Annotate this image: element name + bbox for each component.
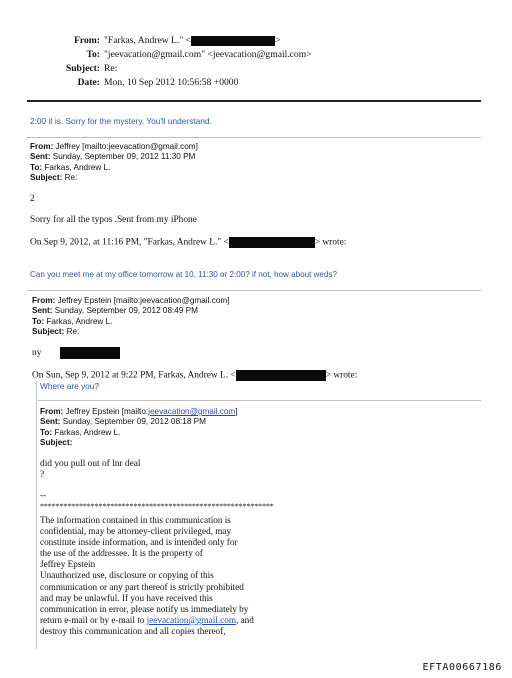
msg2-from-label: From: <box>32 296 56 305</box>
disclaimer-line: destroy this communication and all copies thereof, <box>40 625 226 636</box>
msg2-subject-label: Subject: <box>32 327 65 337</box>
to-label: To: <box>86 49 100 60</box>
quote-bar <box>36 381 37 649</box>
msg2-reply-text: Where are you? <box>40 381 100 391</box>
quote-divider-1 <box>27 137 481 138</box>
disclaimer-line: communication in error, please notify us immediately by <box>40 603 249 614</box>
msg1-quote-prefix: On Sep 9, 2012, at 11:16 PM, "Farkas, Andrew L." < <box>30 237 229 248</box>
msg2-quote-suffix: > wrote: <box>325 370 358 381</box>
msg2-body-line <box>32 347 120 359</box>
msg1-body-line-1: 2 <box>30 194 35 204</box>
msg1-from-value: Jeffrey [mailto:jeevacation@gmail.com] <box>53 142 198 151</box>
msg1-to-value: Farkas, Andrew L. <box>42 162 111 172</box>
msg2-quote-line <box>32 370 357 381</box>
msg1-quote-suffix: > wrote: <box>314 237 347 248</box>
email-header <box>0 0 512 100</box>
from-value: "Farkas, Andrew L." < <box>104 35 192 46</box>
redaction-block <box>236 370 326 381</box>
msg3-body-line-1: did you pull out of lnr deal <box>40 459 141 469</box>
msg3-from-pre: Jeffrey Epstein [mailto: <box>63 407 149 416</box>
subject-label: Subject: <box>65 63 100 74</box>
disclaimer-email-suffix: , and <box>235 614 254 625</box>
message-1-headers <box>30 142 198 184</box>
msg1-subject-label: Subject: <box>30 173 63 183</box>
document-id: EFTA00667186 <box>422 662 502 673</box>
redaction-block <box>191 36 275 46</box>
msg3-sent-value: Sunday, September 09, 2012 08:18 PM <box>60 417 206 427</box>
msg1-sent-value: Sunday, September 09, 2012 11:30 PM <box>50 152 196 162</box>
reply-text-2: Can you meet me at my office tomorrow at 10, 11:30 or 2:00? if not, how about weds? <box>30 270 337 279</box>
signature-dash: -- <box>40 490 46 500</box>
msg1-to-label: To: <box>30 162 43 172</box>
disclaimer-line: Unauthorized use, disclosure or copying of this <box>40 570 214 581</box>
message-2-headers <box>32 296 229 338</box>
message-3-headers <box>40 407 237 449</box>
to-value: "jeevacation@gmail.com" <jeevacation@gmail.com> <box>104 49 312 60</box>
redaction-block <box>60 347 120 359</box>
msg3-from-post: ] <box>235 407 238 416</box>
msg3-to-label: To: <box>40 427 53 437</box>
msg2-sent-label: Sent: <box>32 306 53 316</box>
msg3-from-email-link[interactable]: jeevacation@gmail.com <box>148 407 236 416</box>
msg2-subject-value: Re: <box>64 327 80 337</box>
redaction-block <box>229 237 315 248</box>
disclaimer-line: confidential, may be attorney-client privileged, may <box>40 526 232 537</box>
from-label: From: <box>74 35 100 46</box>
subject-value: Re: <box>104 63 118 74</box>
disclaimer-line: communication or any part thereof is strictly prohibited <box>40 581 244 592</box>
msg2-quote-prefix: On Sun, Sep 9, 2012 at 9:22 PM, Farkas, Andrew L. < <box>32 370 236 381</box>
reply-text-1: 2:00 it is. Sorry for the mystery. You'll understand. <box>30 116 212 126</box>
disclaimer-line: Jeffrey Epstein <box>40 559 96 570</box>
disclaimer-line: the use of the addressee. It is the property of <box>40 548 203 559</box>
msg1-sent-label: Sent: <box>30 152 51 162</box>
msg2-to-value: Farkas, Andrew L. <box>44 316 113 326</box>
msg1-quote-line <box>30 237 346 248</box>
quote-divider-2 <box>27 290 481 291</box>
disclaimer <box>40 515 480 637</box>
msg2-to-label: To: <box>32 316 45 326</box>
date-label: Date: <box>77 77 100 88</box>
msg3-body-line-2: ? <box>40 470 45 480</box>
msg2-body-prefix: ny <box>32 348 42 359</box>
disclaimer-line: constitute inside information, and is intended only for <box>40 537 238 548</box>
msg2-sent-value: Sunday, September 09, 2012 08:49 PM <box>52 306 198 316</box>
msg3-subject-label: Subject: <box>40 438 73 448</box>
quote-divider-3 <box>38 400 481 401</box>
from-value-tail: > <box>275 35 281 46</box>
disclaimer-email-prefix: return e-mail or by e-mail to <box>40 614 147 625</box>
disclaimer-email-link[interactable]: jeevacation@gmail.com <box>146 614 236 625</box>
msg1-subject-value: Re: <box>62 173 78 183</box>
disclaimer-line-email <box>40 615 480 626</box>
header-divider <box>27 100 481 102</box>
msg1-body-line-2: Sorry for all the typos .Sent from my iPhone <box>30 215 197 225</box>
msg3-sent-label: Sent: <box>40 417 61 427</box>
disclaimer-line: and may be unlawful. If you have received this <box>40 592 213 603</box>
date-value: Mon, 10 Sep 2012 10:56:58 +0000 <box>104 77 239 88</box>
msg1-from-label: From: <box>30 142 54 151</box>
msg3-to-value: Farkas, Andrew L. <box>52 427 121 437</box>
signature-stars: ************************************************************ <box>40 502 274 511</box>
msg3-from-label: From: <box>40 407 64 416</box>
msg2-from-value: Jeffrey Epstein [mailto:jeevacation@gmail.com] <box>55 296 230 305</box>
disclaimer-line: The information contained in this communication is <box>40 515 231 525</box>
